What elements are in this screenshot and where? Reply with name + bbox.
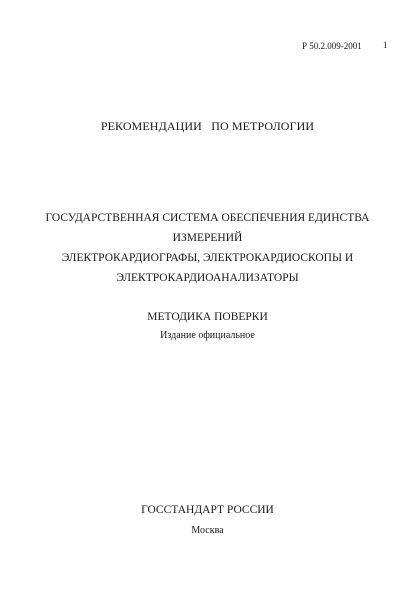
publication-city: Москва xyxy=(191,525,224,536)
document-title-line-3: ЭЛЕКТРОКАРДИОГРАФЫ, ЭЛЕКТРОКАРДИОСКОПЫ И xyxy=(61,252,354,264)
document-code: Р 50.2.009-2001 xyxy=(302,41,362,51)
document-title-line-2: ИЗМЕРЕНИЙ xyxy=(172,232,243,244)
series-heading: РЕКОМЕНДАЦИИ ПО МЕТРОЛОГИИ xyxy=(100,119,315,133)
document-title-line-1: ГОСУДАРСТВЕННАЯ СИСТЕМА ОБЕСПЕЧЕНИЯ ЕДИНСТВА xyxy=(45,212,370,224)
edition-note: Издание официальное xyxy=(160,330,255,341)
page-number: 1 xyxy=(383,40,388,50)
document-title-line-4: ЭЛЕКТРОКАРДИОАНАЛИЗАТОРЫ xyxy=(116,272,299,284)
publisher-name: ГОССТАНДАРТ РОССИИ xyxy=(141,504,274,516)
method-subtitle: МЕТОДИКА ПОВЕРКИ xyxy=(147,311,268,323)
